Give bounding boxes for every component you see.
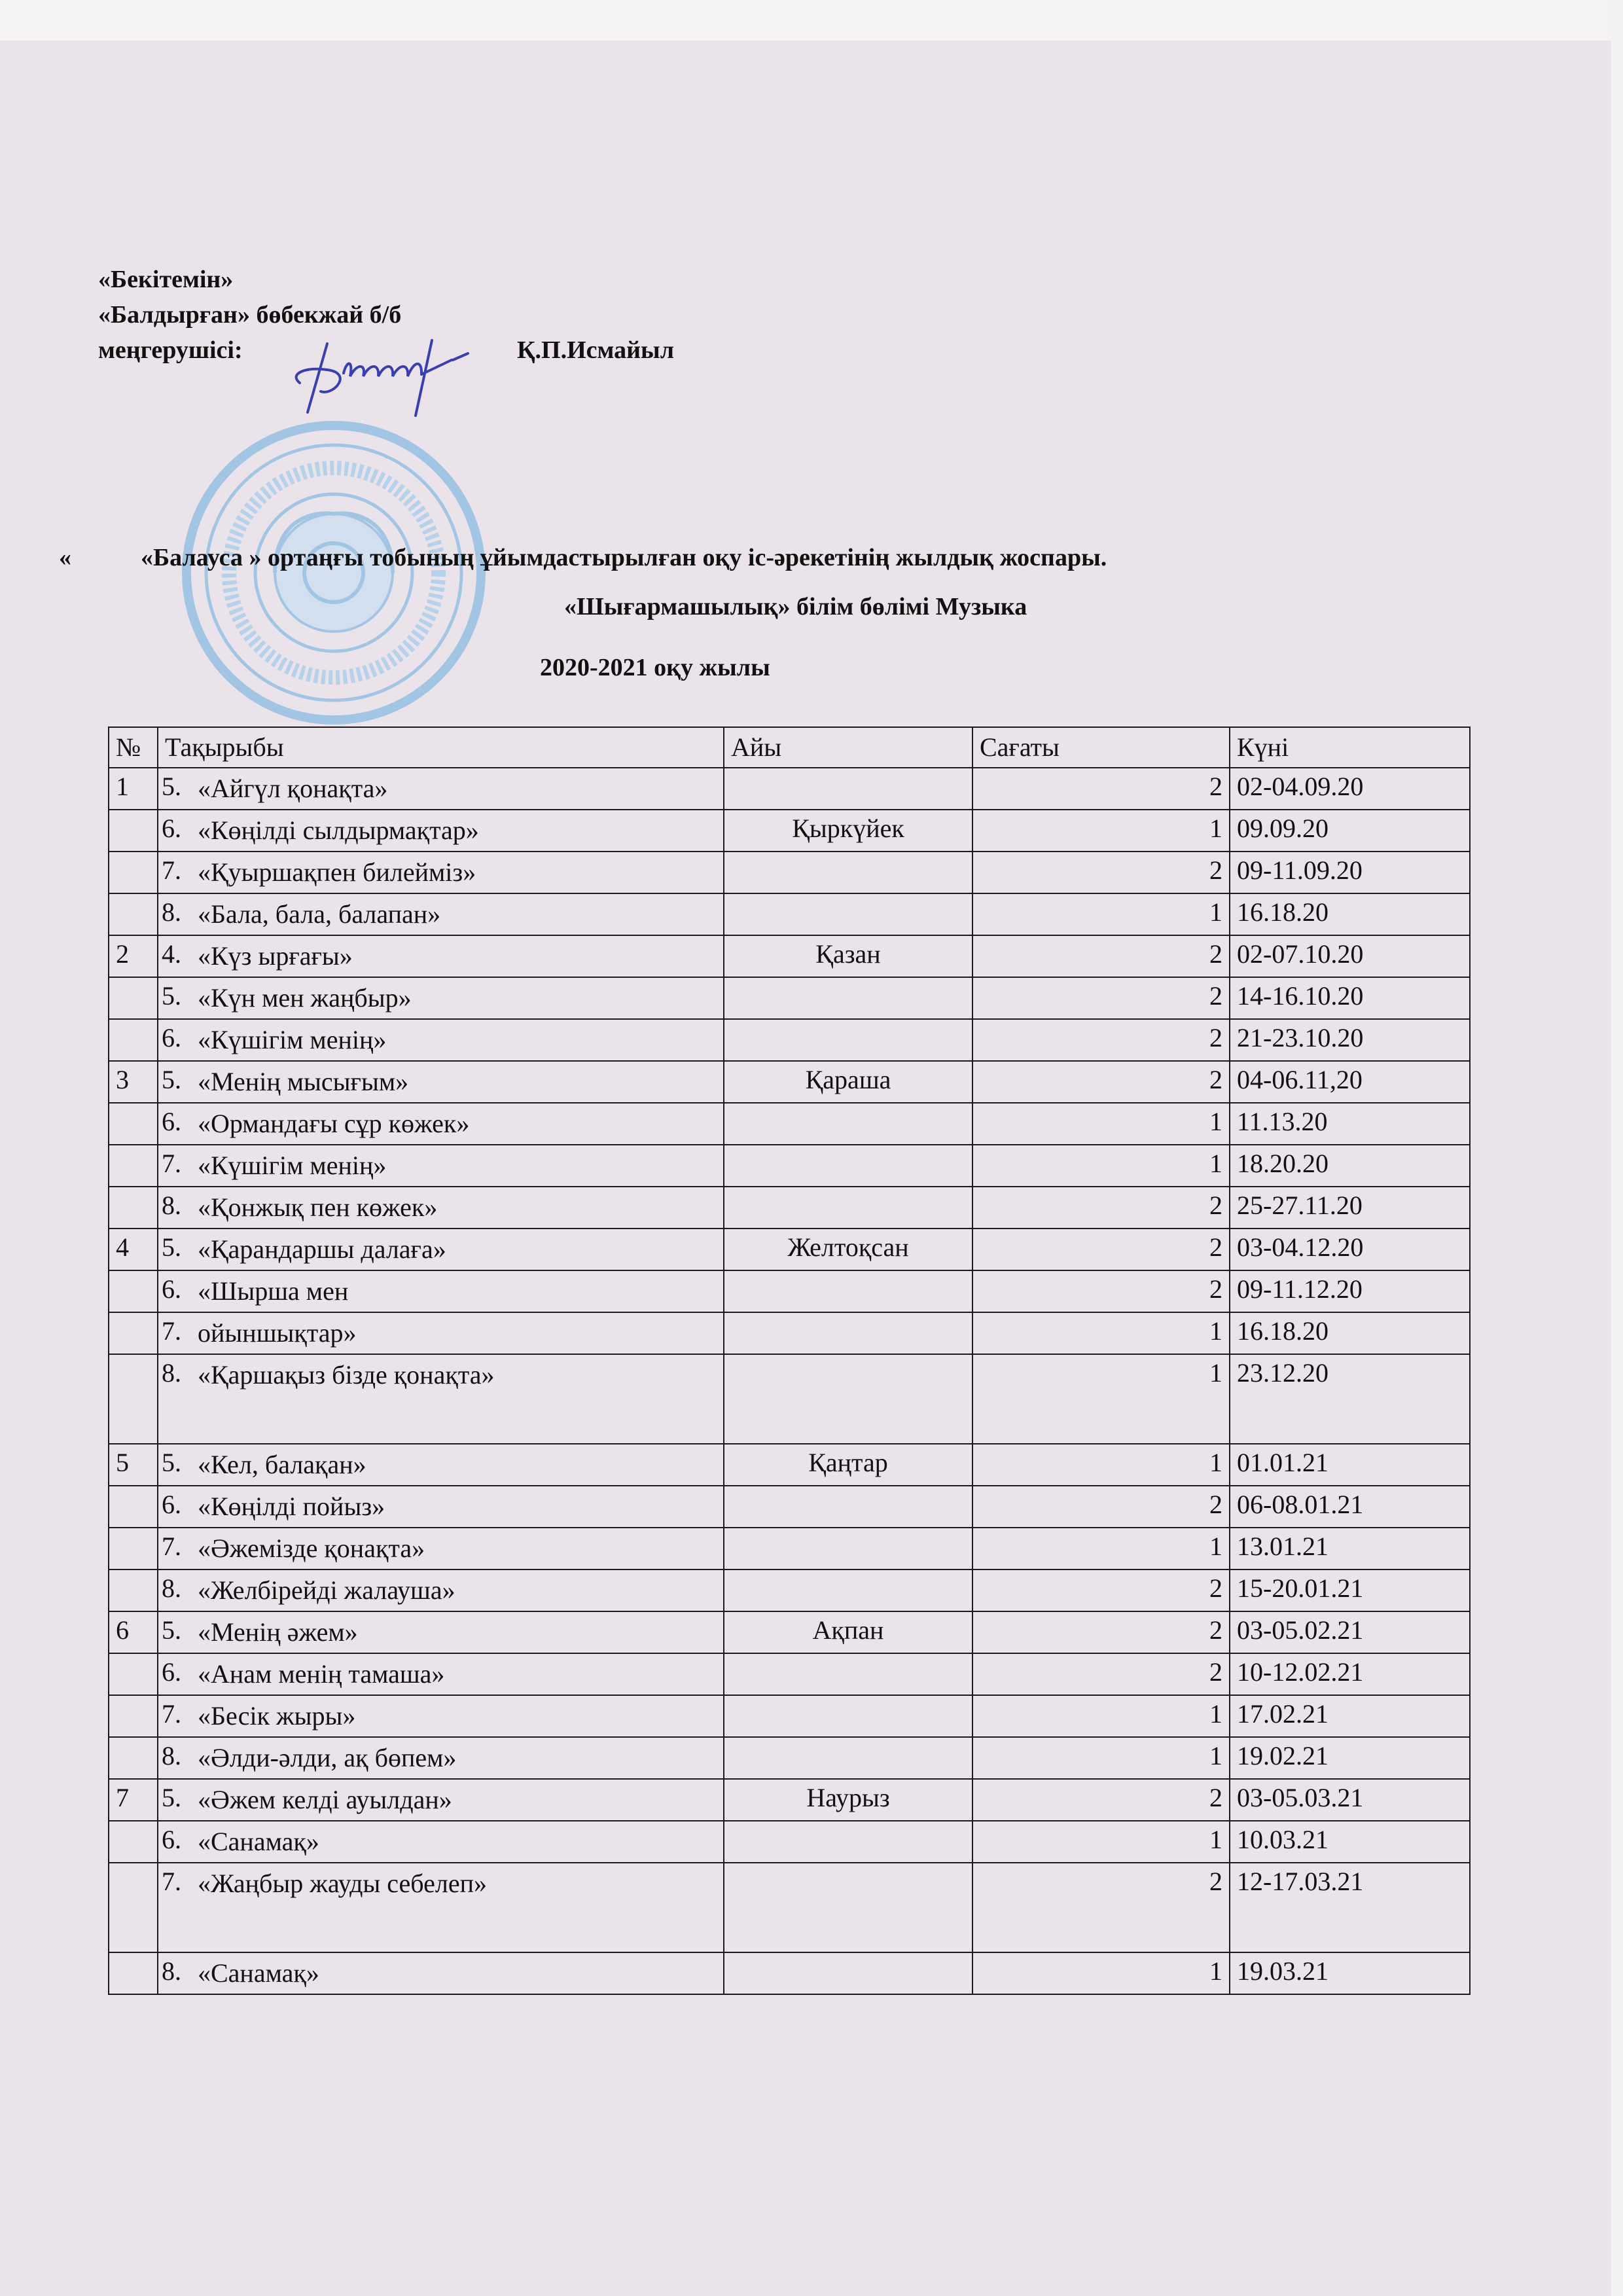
topic-title: «Күн мен жаңбыр» bbox=[198, 983, 412, 1013]
cell-number bbox=[109, 1570, 158, 1611]
cell-number: 5 bbox=[109, 1444, 158, 1486]
topic-index: 7. bbox=[162, 1532, 181, 1561]
table-header-row bbox=[109, 727, 1470, 768]
cell-number bbox=[109, 1312, 158, 1354]
cell-hours: 1 bbox=[972, 1312, 1230, 1354]
topic-title: «Бала, бала, балапан» bbox=[198, 899, 441, 929]
topic-title: «Менің әжем» bbox=[198, 1617, 358, 1647]
cell-number: 7 bbox=[109, 1779, 158, 1821]
table-row bbox=[109, 1444, 1470, 1486]
cell-month bbox=[724, 1019, 972, 1061]
cell-month: Қараша bbox=[724, 1061, 972, 1103]
cell-date: 15-20.01.21 bbox=[1230, 1570, 1470, 1611]
cell-date: 03-05.03.21 bbox=[1230, 1779, 1470, 1821]
cell-hours: 2 bbox=[972, 1061, 1230, 1103]
table-row bbox=[109, 893, 1470, 935]
header-topic: Тақырыбы bbox=[158, 727, 724, 768]
cell-topic bbox=[158, 1863, 724, 1952]
table-row bbox=[109, 1019, 1470, 1061]
cell-hours: 1 bbox=[972, 1695, 1230, 1737]
topic-title: «Күз ырғағы» bbox=[198, 941, 353, 971]
cell-month: Ақпан bbox=[724, 1611, 972, 1653]
table-row bbox=[109, 1528, 1470, 1570]
cell-date: 03-05.02.21 bbox=[1230, 1611, 1470, 1653]
cell-date: 09.09.20 bbox=[1230, 810, 1470, 852]
topic-index: 8. bbox=[162, 897, 181, 927]
topic-title: «Көңілді сылдырмақтар» bbox=[198, 816, 479, 845]
cell-hours: 2 bbox=[972, 1863, 1230, 1952]
topic-index: 6. bbox=[162, 1657, 181, 1687]
table-row bbox=[109, 1187, 1470, 1229]
cell-number bbox=[109, 1145, 158, 1187]
cell-date: 03-04.12.20 bbox=[1230, 1229, 1470, 1270]
cell-hours: 2 bbox=[972, 1570, 1230, 1611]
cell-topic bbox=[158, 1229, 724, 1270]
cell-month: Желтоқсан bbox=[724, 1229, 972, 1270]
document-title: «Балауса » ортаңғы тобының ұйымдастырылған оқу іс-әрекетінің жылдық жоспары. bbox=[141, 544, 1107, 571]
topic-index: 7. bbox=[162, 855, 181, 885]
topic-title: ойыншықтар» bbox=[198, 1318, 357, 1348]
cell-hours: 1 bbox=[972, 1354, 1230, 1444]
topic-index: 8. bbox=[162, 1573, 181, 1603]
cell-month bbox=[724, 1863, 972, 1952]
table-row bbox=[109, 1737, 1470, 1779]
topic-title: «Қуыршақпен билейміз» bbox=[198, 857, 476, 887]
cell-hours: 2 bbox=[972, 1779, 1230, 1821]
cell-date: 23.12.20 bbox=[1230, 1354, 1470, 1444]
header-month: Айы bbox=[724, 727, 972, 768]
stray-quote: « bbox=[59, 544, 71, 571]
table-row bbox=[109, 1779, 1470, 1821]
table-row bbox=[109, 1952, 1470, 1994]
table-row bbox=[109, 1145, 1470, 1187]
table-row bbox=[109, 1103, 1470, 1145]
cell-date: 10-12.02.21 bbox=[1230, 1653, 1470, 1695]
cell-hours: 2 bbox=[972, 852, 1230, 893]
cell-topic bbox=[158, 935, 724, 977]
cell-month bbox=[724, 1103, 972, 1145]
table-row bbox=[109, 1863, 1470, 1952]
table-row bbox=[109, 1061, 1470, 1103]
topic-title: «Көңілді пойыз» bbox=[198, 1492, 385, 1521]
cell-number bbox=[109, 1103, 158, 1145]
cell-hours: 1 bbox=[972, 1145, 1230, 1187]
cell-hours: 2 bbox=[972, 1019, 1230, 1061]
cell-date: 09-11.12.20 bbox=[1230, 1270, 1470, 1312]
cell-date: 16.18.20 bbox=[1230, 1312, 1470, 1354]
topic-title: «Ормандағы сұр көжек» bbox=[198, 1109, 470, 1138]
topic-title: «Қаршақыз бізде қонақта» bbox=[198, 1360, 495, 1390]
table-row bbox=[109, 1570, 1470, 1611]
header-hours: Сағаты bbox=[972, 727, 1230, 768]
topic-title: «Жаңбыр жауды себелеп» bbox=[198, 1869, 487, 1898]
table-row bbox=[109, 1312, 1470, 1354]
cell-month bbox=[724, 1528, 972, 1570]
cell-date: 09-11.09.20 bbox=[1230, 852, 1470, 893]
academic-year: 2020-2021 оқу жылы bbox=[540, 654, 770, 681]
cell-month bbox=[724, 1695, 972, 1737]
topic-title: «Шырша мен bbox=[198, 1276, 349, 1306]
cell-date: 14-16.10.20 bbox=[1230, 977, 1470, 1019]
topic-index: 5. bbox=[162, 981, 181, 1011]
topic-title: «Айгүл қонақта» bbox=[198, 774, 388, 803]
cell-hours: 1 bbox=[972, 1737, 1230, 1779]
table-row bbox=[109, 1486, 1470, 1528]
table-body bbox=[109, 768, 1470, 1994]
cell-number: 4 bbox=[109, 1229, 158, 1270]
cell-hours: 2 bbox=[972, 1229, 1230, 1270]
cell-number: 2 bbox=[109, 935, 158, 977]
cell-topic bbox=[158, 1486, 724, 1528]
cell-number bbox=[109, 977, 158, 1019]
cell-number: 1 bbox=[109, 768, 158, 810]
cell-date: 19.03.21 bbox=[1230, 1952, 1470, 1994]
topic-index: 6. bbox=[162, 1107, 181, 1136]
cell-month bbox=[724, 1145, 972, 1187]
cell-month: Қаңтар bbox=[724, 1444, 972, 1486]
topic-index: 8. bbox=[162, 1358, 181, 1388]
table-row bbox=[109, 810, 1470, 852]
header-number: № bbox=[109, 727, 158, 768]
cell-hours: 1 bbox=[972, 1103, 1230, 1145]
topic-title: «Менің мысығым» bbox=[198, 1067, 409, 1096]
head-title: меңгерушісі: bbox=[98, 336, 243, 364]
cell-topic bbox=[158, 1653, 724, 1695]
table-row bbox=[109, 1229, 1470, 1270]
cell-date: 13.01.21 bbox=[1230, 1528, 1470, 1570]
topic-title: «Анам менің тамаша» bbox=[198, 1659, 445, 1689]
cell-hours: 1 bbox=[972, 1528, 1230, 1570]
cell-date: 02-07.10.20 bbox=[1230, 935, 1470, 977]
cell-month bbox=[724, 1354, 972, 1444]
cell-topic bbox=[158, 1103, 724, 1145]
topic-index: 5. bbox=[162, 1065, 181, 1094]
cell-month bbox=[724, 1952, 972, 1994]
cell-hours: 1 bbox=[972, 1444, 1230, 1486]
cell-hours: 2 bbox=[972, 1270, 1230, 1312]
cell-month bbox=[724, 1737, 972, 1779]
cell-month bbox=[724, 852, 972, 893]
cell-topic bbox=[158, 852, 724, 893]
topic-index: 7. bbox=[162, 1316, 181, 1346]
topic-title: «Әжемізде қонақта» bbox=[198, 1534, 425, 1563]
cell-hours: 2 bbox=[972, 1486, 1230, 1528]
cell-number bbox=[109, 1695, 158, 1737]
cell-topic bbox=[158, 1061, 724, 1103]
topic-title: «Күшігім менің» bbox=[198, 1151, 387, 1180]
cell-number bbox=[109, 1863, 158, 1952]
cell-month bbox=[724, 1270, 972, 1312]
cell-number bbox=[109, 810, 158, 852]
annual-plan-table bbox=[108, 726, 1471, 1995]
cell-number bbox=[109, 1653, 158, 1695]
cell-month bbox=[724, 893, 972, 935]
table-row bbox=[109, 1653, 1470, 1695]
cell-month bbox=[724, 1187, 972, 1229]
topic-title: «Санамақ» bbox=[198, 1827, 319, 1856]
table-row bbox=[109, 852, 1470, 893]
cell-number bbox=[109, 1821, 158, 1863]
topic-title: «Бесік жыры» bbox=[198, 1701, 356, 1731]
cell-date: 21-23.10.20 bbox=[1230, 1019, 1470, 1061]
cell-number: 6 bbox=[109, 1611, 158, 1653]
cell-topic bbox=[158, 1312, 724, 1354]
approval-heading: «Бекітемін» bbox=[98, 266, 234, 293]
cell-hours: 2 bbox=[972, 1611, 1230, 1653]
cell-date: 02-04.09.20 bbox=[1230, 768, 1470, 810]
table-row bbox=[109, 1821, 1470, 1863]
cell-topic bbox=[158, 810, 724, 852]
table-row bbox=[109, 1611, 1470, 1653]
table-row bbox=[109, 768, 1470, 810]
cell-number bbox=[109, 1270, 158, 1312]
cell-date: 19.02.21 bbox=[1230, 1737, 1470, 1779]
cell-number bbox=[109, 1952, 158, 1994]
cell-date: 10.03.21 bbox=[1230, 1821, 1470, 1863]
cell-hours: 2 bbox=[972, 768, 1230, 810]
cell-topic bbox=[158, 1354, 724, 1444]
cell-month bbox=[724, 1570, 972, 1611]
scan-edge bbox=[0, 0, 1623, 41]
topic-index: 5. bbox=[162, 1615, 181, 1645]
scan-edge bbox=[1611, 0, 1623, 2296]
cell-month bbox=[724, 977, 972, 1019]
table-row bbox=[109, 1270, 1470, 1312]
topic-index: 5. bbox=[162, 1783, 181, 1812]
institution-name: «Балдырған» бөбекжай б/б bbox=[98, 301, 402, 329]
cell-topic bbox=[158, 1444, 724, 1486]
cell-topic bbox=[158, 1187, 724, 1229]
cell-month bbox=[724, 1312, 972, 1354]
cell-hours: 1 bbox=[972, 893, 1230, 935]
cell-month bbox=[724, 1486, 972, 1528]
topic-index: 8. bbox=[162, 1741, 181, 1770]
topic-index: 7. bbox=[162, 1699, 181, 1729]
head-name: Қ.П.Исмайыл bbox=[517, 336, 675, 364]
cell-month: Наурыз bbox=[724, 1779, 972, 1821]
cell-topic bbox=[158, 893, 724, 935]
cell-date: 01.01.21 bbox=[1230, 1444, 1470, 1486]
cell-number bbox=[109, 1187, 158, 1229]
cell-date: 16.18.20 bbox=[1230, 893, 1470, 935]
topic-index: 7. bbox=[162, 1867, 181, 1896]
cell-month bbox=[724, 768, 972, 810]
cell-topic bbox=[158, 1695, 724, 1737]
cell-topic bbox=[158, 1019, 724, 1061]
topic-index: 4. bbox=[162, 939, 181, 969]
topic-index: 6. bbox=[162, 1274, 181, 1304]
cell-hours: 1 bbox=[972, 810, 1230, 852]
cell-date: 04-06.11,20 bbox=[1230, 1061, 1470, 1103]
topic-title: «Желбірейді жалауша» bbox=[198, 1575, 455, 1605]
cell-number bbox=[109, 893, 158, 935]
cell-hours: 2 bbox=[972, 1653, 1230, 1695]
cell-number bbox=[109, 1354, 158, 1444]
topic-index: 6. bbox=[162, 1490, 181, 1519]
cell-hours: 1 bbox=[972, 1821, 1230, 1863]
topic-index: 7. bbox=[162, 1149, 181, 1178]
cell-number bbox=[109, 1486, 158, 1528]
cell-hours: 2 bbox=[972, 935, 1230, 977]
cell-number: 3 bbox=[109, 1061, 158, 1103]
topic-index: 8. bbox=[162, 1956, 181, 1986]
table-row bbox=[109, 1695, 1470, 1737]
cell-topic bbox=[158, 1528, 724, 1570]
cell-date: 06-08.01.21 bbox=[1230, 1486, 1470, 1528]
topic-title: «Қонжық пен көжек» bbox=[198, 1193, 438, 1222]
topic-title: «Қарандаршы далаға» bbox=[198, 1234, 446, 1264]
cell-hours: 2 bbox=[972, 977, 1230, 1019]
cell-date: 11.13.20 bbox=[1230, 1103, 1470, 1145]
topic-title: «Кел, балақан» bbox=[198, 1450, 366, 1479]
cell-month: Қазан bbox=[724, 935, 972, 977]
header-date: Күні bbox=[1230, 727, 1470, 768]
cell-number bbox=[109, 1019, 158, 1061]
topic-title: «Әлди-әлди, ақ бөпем» bbox=[198, 1743, 457, 1772]
cell-topic bbox=[158, 1570, 724, 1611]
cell-hours: 1 bbox=[972, 1952, 1230, 1994]
cell-number bbox=[109, 1737, 158, 1779]
topic-title: «Әжем келді ауылдан» bbox=[198, 1785, 452, 1814]
topic-title: «Күшігім менің» bbox=[198, 1025, 387, 1054]
cell-topic bbox=[158, 1737, 724, 1779]
cell-month bbox=[724, 1821, 972, 1863]
signature-icon bbox=[281, 334, 497, 419]
cell-topic bbox=[158, 768, 724, 810]
topic-index: 5. bbox=[162, 1232, 181, 1262]
cell-topic bbox=[158, 1145, 724, 1187]
stamp-seal-icon bbox=[177, 419, 491, 726]
cell-date: 18.20.20 bbox=[1230, 1145, 1470, 1187]
cell-hours: 2 bbox=[972, 1187, 1230, 1229]
cell-topic bbox=[158, 1779, 724, 1821]
cell-topic bbox=[158, 1611, 724, 1653]
topic-index: 5. bbox=[162, 772, 181, 801]
topic-index: 8. bbox=[162, 1191, 181, 1220]
cell-date: 12-17.03.21 bbox=[1230, 1863, 1470, 1952]
topic-index: 6. bbox=[162, 1023, 181, 1052]
document-subtitle: «Шығармашылық» білім бөлімі Музыка bbox=[564, 593, 1027, 620]
topic-title: «Санамақ» bbox=[198, 1958, 319, 1988]
table-row bbox=[109, 1354, 1470, 1444]
topic-index: 5. bbox=[162, 1448, 181, 1477]
cell-topic bbox=[158, 1270, 724, 1312]
cell-topic bbox=[158, 1821, 724, 1863]
cell-date: 25-27.11.20 bbox=[1230, 1187, 1470, 1229]
cell-month bbox=[724, 1653, 972, 1695]
table-row bbox=[109, 935, 1470, 977]
topic-index: 6. bbox=[162, 1825, 181, 1854]
cell-topic bbox=[158, 977, 724, 1019]
topic-index: 6. bbox=[162, 814, 181, 843]
cell-topic bbox=[158, 1952, 724, 1994]
cell-month: Қыркүйек bbox=[724, 810, 972, 852]
cell-number bbox=[109, 852, 158, 893]
cell-date: 17.02.21 bbox=[1230, 1695, 1470, 1737]
table-row bbox=[109, 977, 1470, 1019]
cell-number bbox=[109, 1528, 158, 1570]
